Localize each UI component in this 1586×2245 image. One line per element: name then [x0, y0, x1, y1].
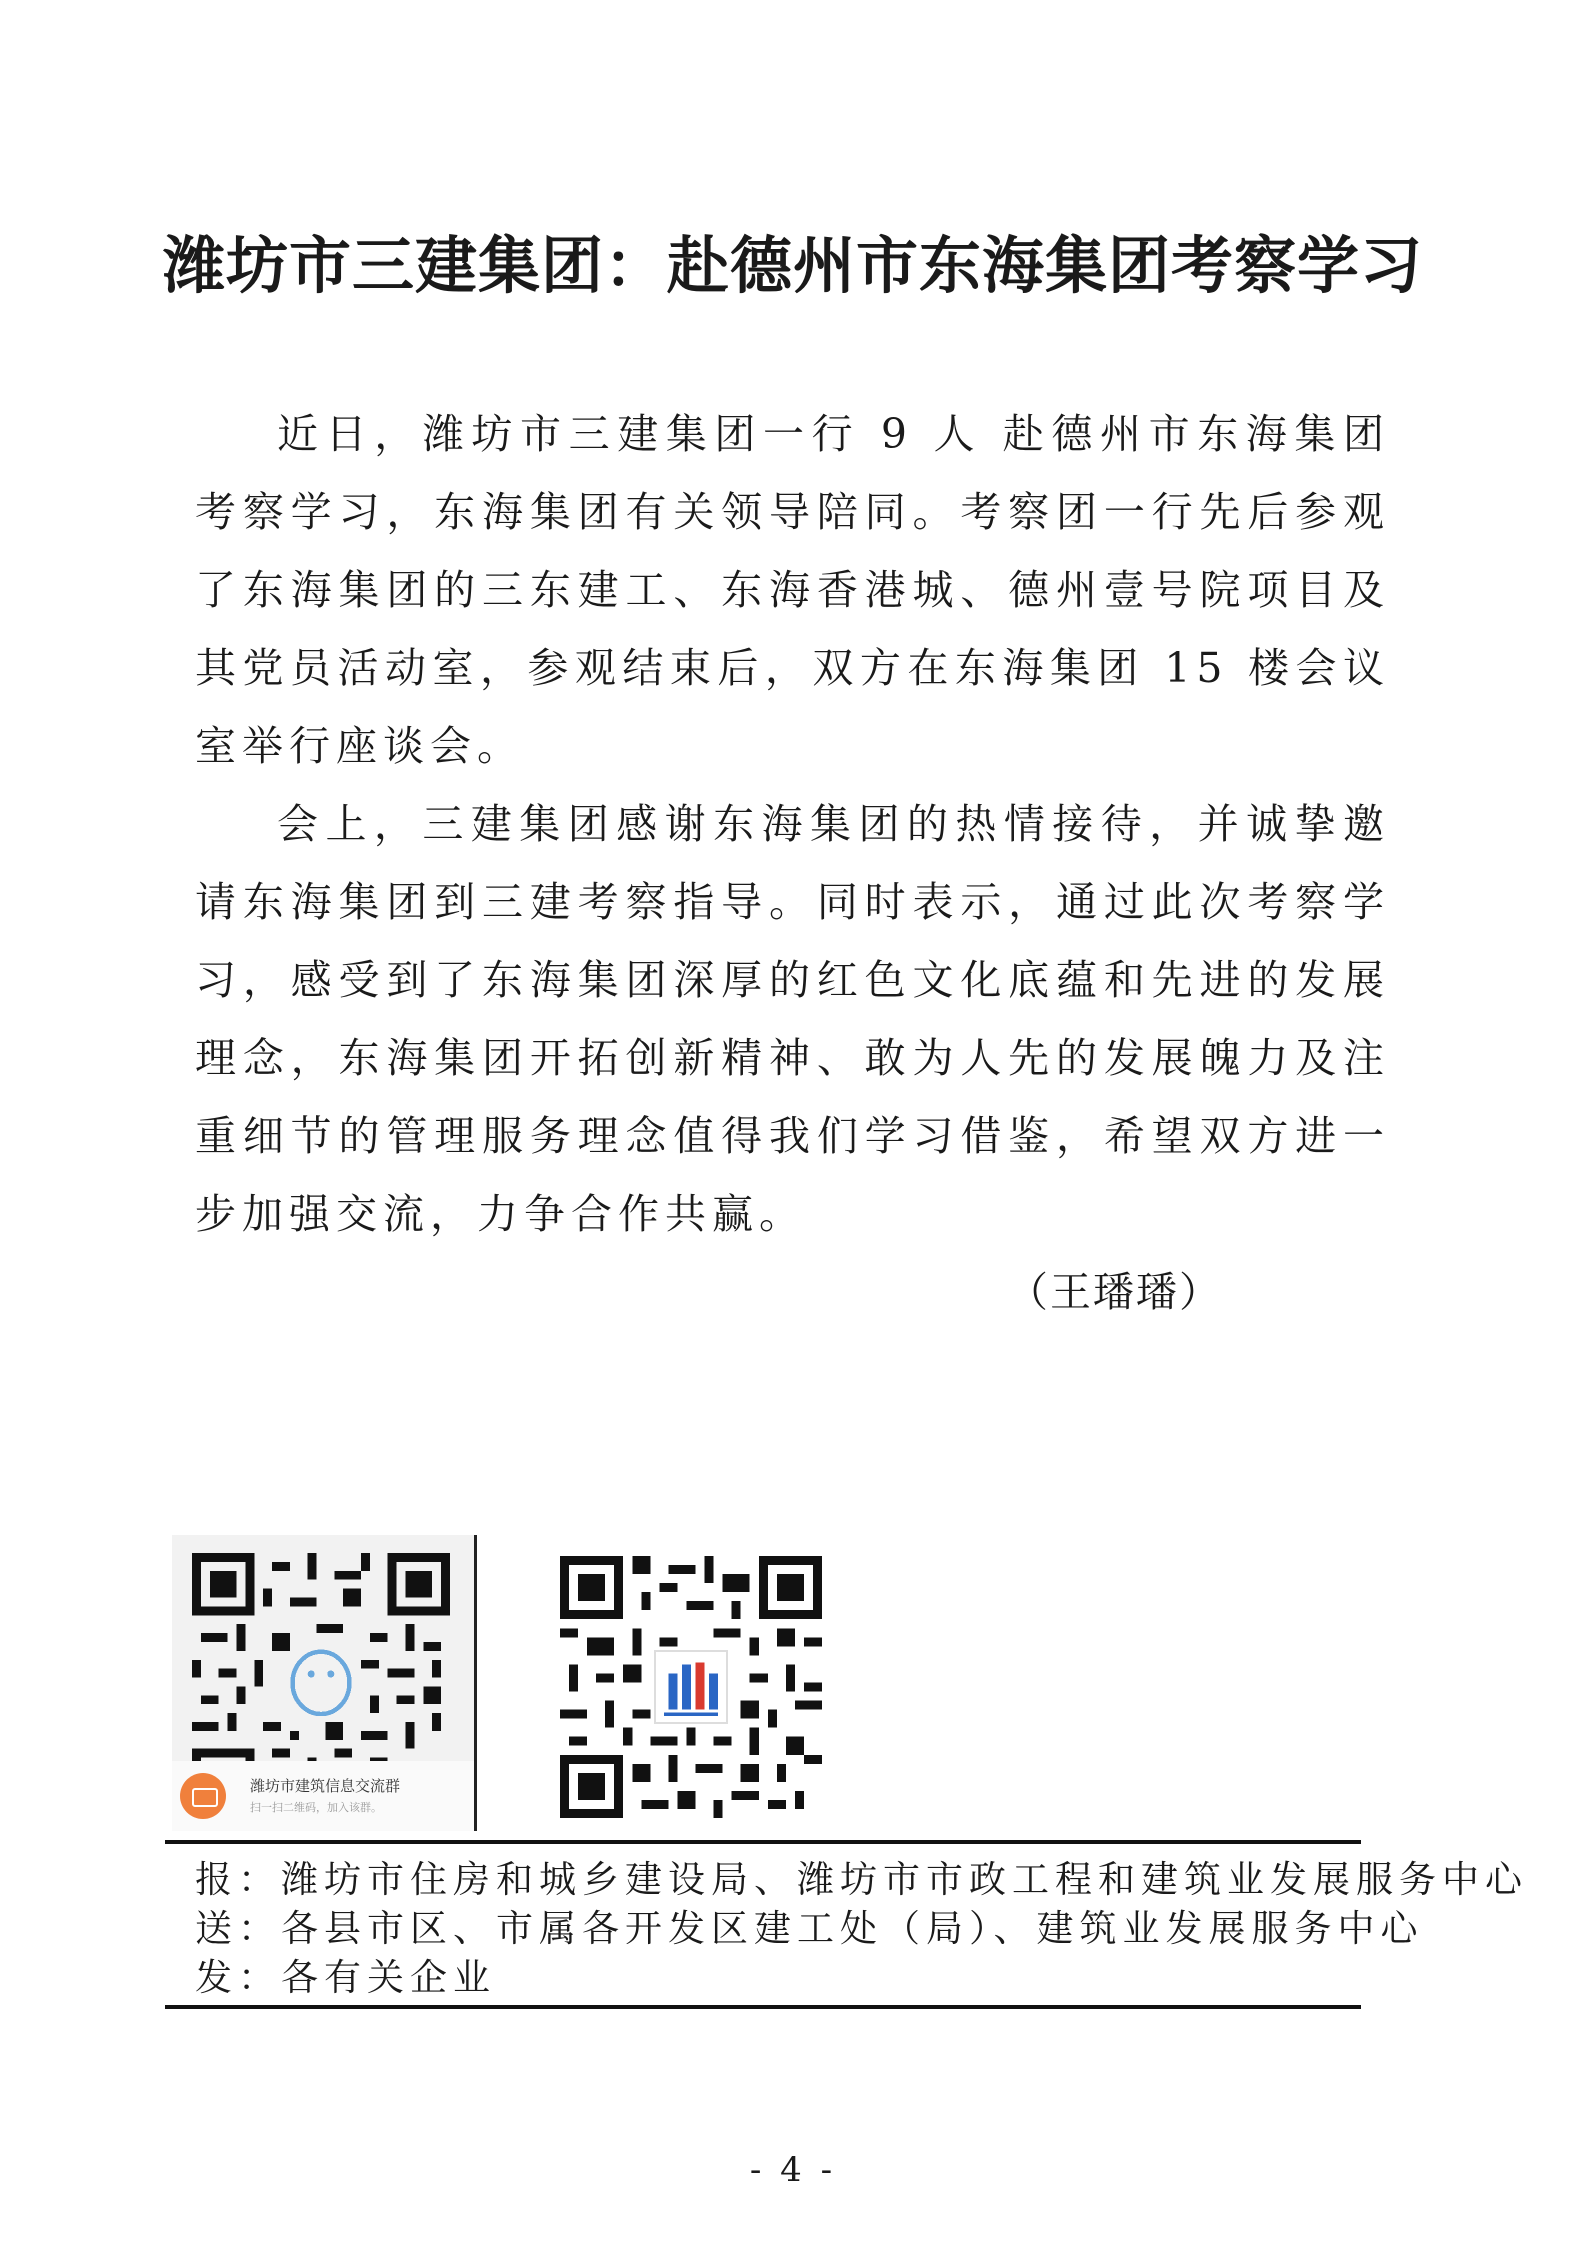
qr-group-name: 潍坊市建筑信息交流群	[250, 1778, 401, 1795]
wechat-group-qr-card	[172, 1535, 477, 1831]
official-account-qr-code	[560, 1556, 822, 1818]
article-paragraph: 近日，潍坊市三建集团一行 9 人 赴德州市东海集团考察学习，东海集团有关领导陪同。考察团一行先后参观了东海集团的三东建工、东海香港城、德州壹号院项目及其党员活动室，参观结束后，双方在东海集团 15 楼会议室举行座谈会。	[195, 410, 1390, 770]
author-credit: （王璠璠）	[1007, 1268, 1222, 1316]
qr-group-hint: 扫一扫二维码，加入该群。	[250, 1802, 382, 1814]
distribution-report: 报：潍坊市住房和城乡建设局、潍坊市市政工程和建筑业发展服务中心	[195, 1858, 1528, 1901]
qr-caption-bar	[172, 1761, 474, 1831]
distribution-list	[195, 1855, 1528, 2002]
page-number: - 4 -	[749, 2150, 837, 2190]
building-logo-icon	[655, 1651, 727, 1723]
divider-top	[165, 1840, 1361, 1844]
divider-bottom	[165, 2005, 1361, 2009]
article-paragraph: 会上，三建集团感谢东海集团的热情接待，并诚挚邀请东海集团到三建考察指导。同时表示，通过此次考察学习，感受到了东海集团深厚的红色文化底蕴和先进的发展理念，东海集团开拓创新精神、敢为人先的发展魄力及注重细节的管理服务理念值得我们学习借鉴，希望双方进一步加强交流，力争合作共赢。	[195, 800, 1390, 1238]
distribution-send: 送：各县市区、市属各开发区建工处（局）、建筑业发展服务中心	[195, 1907, 1424, 1950]
document-title: 潍坊市三建集团：赴德州市东海集团考察学习	[162, 229, 1423, 302]
qq-penguin-icon	[283, 1644, 360, 1721]
briefcase-icon	[180, 1773, 226, 1819]
article-body	[195, 395, 1390, 1331]
distribution-issue: 发：各有关企业	[195, 1956, 496, 1999]
